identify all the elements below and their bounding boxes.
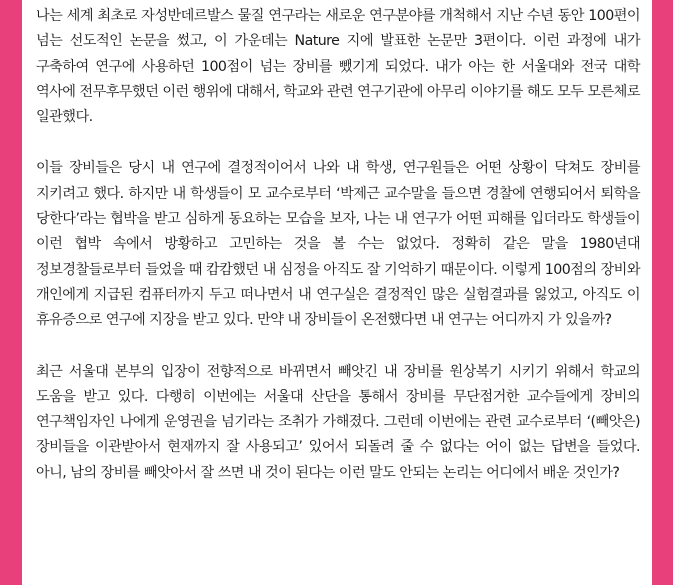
article-paragraph-2: 이들 장비들은 당시 내 연구에 결정적이어서 나와 내 학생, 연구원들은 어떤 상황이 닥쳐도 장비를 지키려고 했다. 하지만 내 학생들이 모 교수로부터 ‘박제근 교수말을 들으면 경찰에 연행되어서 퇴학을 당한다’라는 협박을 받고 심하게 동요하는 모습을 보자, 나는 내 연구가 어떤 피해를 입더라도 학생들이 이런 협박 속에서 방황하고 고민하는 것을 볼 수는 없었다. 정확히 같은 말을 1980년대 정보경찰들로부터 들었을 때 캄캄했던 내 심정을 아직도 잘 기억하기 때문이다. 이렇게 100점의 장비와 개인에게 지급된 컴퓨터까지 두고 떠나면서 내 연구실은 결정적인 많은 실험결과를 잃었고, 아직도 이 휴유증으로 연구에 지장을 받고 있다. 만약 내 장비들이 온전했다면 내 연구는 어디까지 가 있을까?	[36, 160, 640, 329]
article-page	[22, 0, 652, 585]
article-body	[22, 0, 652, 486]
article-paragraph-3: 최근 서울대 본부의 입장이 전향적으로 바뀌면서 빼앗긴 내 장비를 원상복기 시키기 위해서 학교의 도움을 받고 있다. 다행히 이번에는 서울대 산단을 통해서 장비를 무단점거한 교수들에게 장비의 연구책임자인 나에게 운영권을 넘기라는 조취가 가해졌다. 그런데 이번에는 관련 교수로부터 ‘(빼앗은) 장비들을 이관받아서 현재까지 잘 사용되고’ 있어서 되돌려 줄 수 없다는 어이 없는 답변을 들었다. 아니, 남의 장비를 빼앗아서 잘 쓰면 내 것이 된다는 이런 말도 안되는 논리는 어디에서 배운 것인가?	[36, 363, 640, 481]
article-paragraph-1: 나는 세계 최초로 자성반데르발스 물질 연구라는 새로운 연구분야를 개척해서 지난 수년 동안 100편이 넘는 선도적인 논문을 썼고, 이 가운데는 Nature 지에 발표한 논문만 3편이다. 이런 과정에 내가 구축하여 연구에 사용하던 100점이 넘는 장비를 뺐기게 되었다. 내가 아는 한 서울대와 전국 대학 역사에 전무후무했던 이런 행위에 대해서, 학교와 관련 연구기관에 아무리 이야기를 해도 모두 모른체로 일관했다.	[36, 8, 640, 126]
